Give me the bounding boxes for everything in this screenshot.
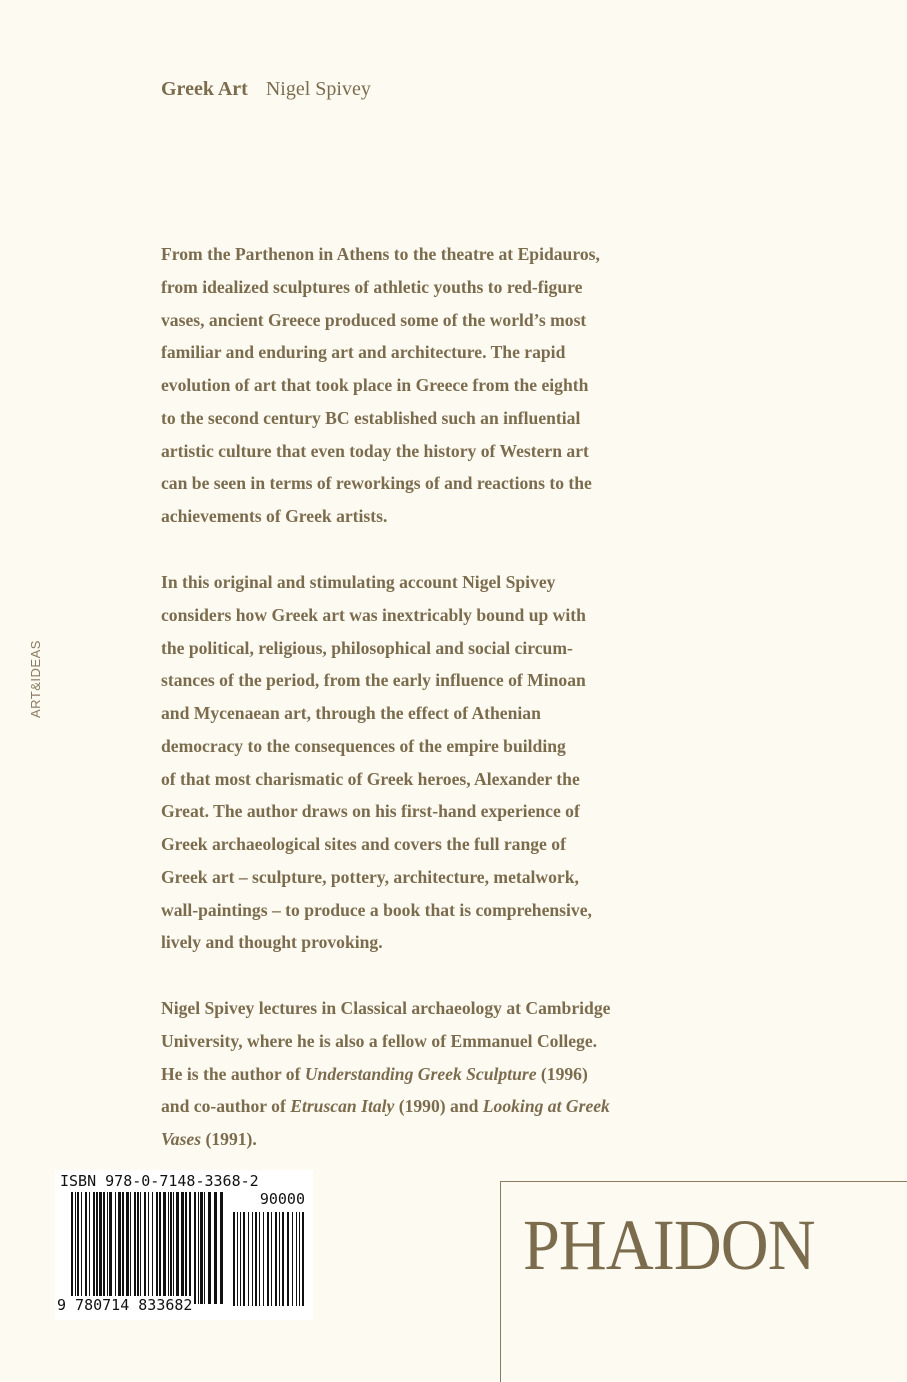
barcode-bar <box>144 1192 146 1304</box>
publisher-logo: PHAIDON <box>523 1205 815 1285</box>
barcode-bar <box>103 1192 105 1304</box>
text-line <box>161 238 600 271</box>
text-line <box>161 828 592 861</box>
text-segment: the political, religious, philosophical and social circum- <box>161 637 573 658</box>
barcode-bar <box>299 1212 300 1306</box>
barcode-bar <box>271 1212 272 1306</box>
text-line <box>161 336 600 369</box>
text-line <box>161 861 592 894</box>
ean-number: 9 780714 833682 <box>57 1296 193 1314</box>
blurb-paragraph-1 <box>161 238 600 533</box>
text-segment: considers how Greek art was inextricably bound up with <box>161 604 586 625</box>
barcode-bar <box>140 1192 141 1304</box>
text-segment: In this original and stimulating account Nigel Spivey <box>161 572 556 592</box>
text-segment: He is the author of <box>161 1063 305 1084</box>
barcode-bar <box>134 1192 136 1304</box>
text-segment: Great. The author draws on his first-hand experience of <box>161 801 580 822</box>
barcode-bar <box>275 1212 277 1306</box>
barcode-bar <box>302 1212 304 1306</box>
barcode-bar <box>156 1192 158 1304</box>
barcode-bar <box>185 1192 187 1304</box>
isbn-barcode <box>55 1170 313 1320</box>
text-segment: Etruscan Italy <box>290 1096 395 1117</box>
text-line <box>161 467 600 500</box>
barcode-bar <box>109 1192 112 1304</box>
text-line <box>161 632 592 665</box>
text-line <box>161 369 600 402</box>
barcode-bar <box>243 1212 245 1306</box>
spine-series-label: ART&IDEAS <box>28 640 43 718</box>
barcode-bar <box>159 1192 161 1304</box>
barcode-bar <box>287 1212 289 1306</box>
text-line <box>161 1123 610 1156</box>
barcode-bar <box>163 1192 166 1304</box>
barcode-bar <box>279 1212 280 1306</box>
barcode-bar <box>189 1192 191 1304</box>
text-segment: and Mycenaean art, through the effect of Athenian <box>161 703 541 723</box>
publisher-logo-box <box>500 1181 907 1382</box>
barcode-bar <box>214 1192 217 1304</box>
barcode-bar <box>168 1192 169 1304</box>
barcode-bar <box>115 1192 116 1304</box>
text-segment: (1990) and <box>394 1096 483 1117</box>
barcode-bar <box>99 1192 102 1304</box>
barcode-bar <box>198 1192 199 1304</box>
barcode-bar <box>173 1192 174 1304</box>
barcode-bar <box>81 1192 82 1304</box>
barcode-bar <box>237 1212 238 1306</box>
text-segment: Greek art – sculpture, pottery, architecture, metalwork, <box>161 866 579 887</box>
barcode-bar <box>71 1192 73 1304</box>
text-segment: stances of the period, from the early influence of Minoan <box>161 670 586 691</box>
text-segment: From the Parthenon in Athens to the theatre at Epidauros, <box>161 244 600 264</box>
barcode-bar <box>176 1192 179 1304</box>
barcode-bar <box>208 1192 211 1304</box>
text-segment: familiar and enduring art and architecture. The rapid <box>161 342 566 363</box>
text-line <box>161 566 592 599</box>
price-code: 90000 <box>259 1190 305 1208</box>
text-line <box>161 402 600 435</box>
barcode-bar <box>130 1192 131 1304</box>
text-line <box>161 926 592 959</box>
barcode-bar <box>181 1192 184 1304</box>
barcode-bar <box>118 1192 121 1304</box>
barcode-bar <box>263 1212 264 1306</box>
text-segment: from idealized sculptures of athletic youths to red-figure <box>161 276 583 297</box>
barcode-bar <box>267 1212 269 1306</box>
text-segment: Greek archaeological sites and covers the full range of <box>161 834 566 854</box>
barcode-bar <box>204 1192 205 1304</box>
barcode-bar <box>292 1212 293 1306</box>
barcode-bar <box>248 1212 249 1306</box>
barcode-bar <box>96 1192 98 1304</box>
barcode-bar <box>77 1192 79 1304</box>
barcode-bar <box>233 1212 235 1306</box>
barcode-bar <box>220 1192 223 1304</box>
barcode-bar <box>148 1192 149 1304</box>
text-segment: Understanding Greek Sculpture <box>304 1063 537 1084</box>
text-segment: Looking at Greek <box>482 1096 610 1117</box>
text-segment: lively and thought provoking. <box>161 932 383 953</box>
barcode-bar <box>75 1192 76 1304</box>
text-line <box>161 730 592 763</box>
barcode-bar <box>126 1192 129 1304</box>
text-line <box>161 1025 610 1058</box>
barcode-bar <box>252 1212 253 1306</box>
author-name: Nigel Spivey <box>265 78 371 100</box>
text-line <box>161 599 592 632</box>
barcode-bar <box>282 1212 284 1306</box>
text-segment: (1991). <box>201 1129 257 1149</box>
barcode-bar <box>170 1192 172 1304</box>
barcode-bar <box>259 1212 260 1306</box>
text-line <box>161 763 592 796</box>
text-line <box>161 697 592 730</box>
text-segment: of that most charismatic of Greek heroes, Alexander the <box>161 768 580 789</box>
barcode-bar <box>137 1192 139 1304</box>
barcode-bar <box>107 1192 108 1304</box>
text-segment: University, where he is also a fellow of Emmanuel College. <box>161 1030 598 1051</box>
barcode-bar <box>85 1192 87 1304</box>
text-line <box>161 1058 610 1091</box>
text-segment: (1996) <box>536 1063 588 1084</box>
barcode-bar <box>93 1192 95 1304</box>
barcode-bar <box>194 1192 196 1304</box>
text-line <box>161 992 610 1025</box>
barcode-bar <box>152 1192 153 1304</box>
text-segment: Nigel Spivey lectures in Classical archaeology at Cambridge <box>161 998 611 1018</box>
barcode-bar <box>296 1212 297 1306</box>
text-line <box>161 271 600 304</box>
book-title: Greek Art <box>161 78 248 100</box>
text-segment: artistic culture that even today the history of Western art <box>161 440 589 461</box>
barcode-bar <box>89 1192 90 1304</box>
barcode-bar <box>200 1192 203 1304</box>
text-line <box>161 500 600 533</box>
text-segment: wall-paintings – to produce a book that is comprehensive, <box>161 899 592 920</box>
text-segment: can be seen in terms of reworkings of and reactions to the <box>161 473 592 494</box>
text-line <box>161 435 600 468</box>
blurb-paragraph-2 <box>161 566 592 959</box>
header <box>161 78 371 101</box>
text-segment: and co-author of <box>161 1096 291 1117</box>
text-line <box>161 664 592 697</box>
text-segment: achievements of Greek artists. <box>161 506 388 526</box>
text-line <box>161 894 592 927</box>
text-line <box>161 1090 610 1123</box>
text-segment: Vases <box>161 1129 202 1149</box>
text-line <box>161 304 600 337</box>
text-segment: evolution of art that took place in Greece from the eighth <box>161 375 589 395</box>
text-segment: vases, ancient Greece produced some of the world’s most <box>161 309 587 330</box>
barcode-bar <box>122 1192 124 1304</box>
text-line <box>161 795 592 828</box>
text-segment: to the second century BC established such an influential <box>161 407 581 428</box>
text-segment: democracy to the consequences of the empire building <box>161 735 566 756</box>
isbn-text: ISBN 978-0-7148-3368-2 <box>60 1172 259 1190</box>
barcode-bar <box>240 1212 241 1306</box>
barcode-bar <box>255 1212 257 1306</box>
author-bio-paragraph <box>161 992 610 1156</box>
